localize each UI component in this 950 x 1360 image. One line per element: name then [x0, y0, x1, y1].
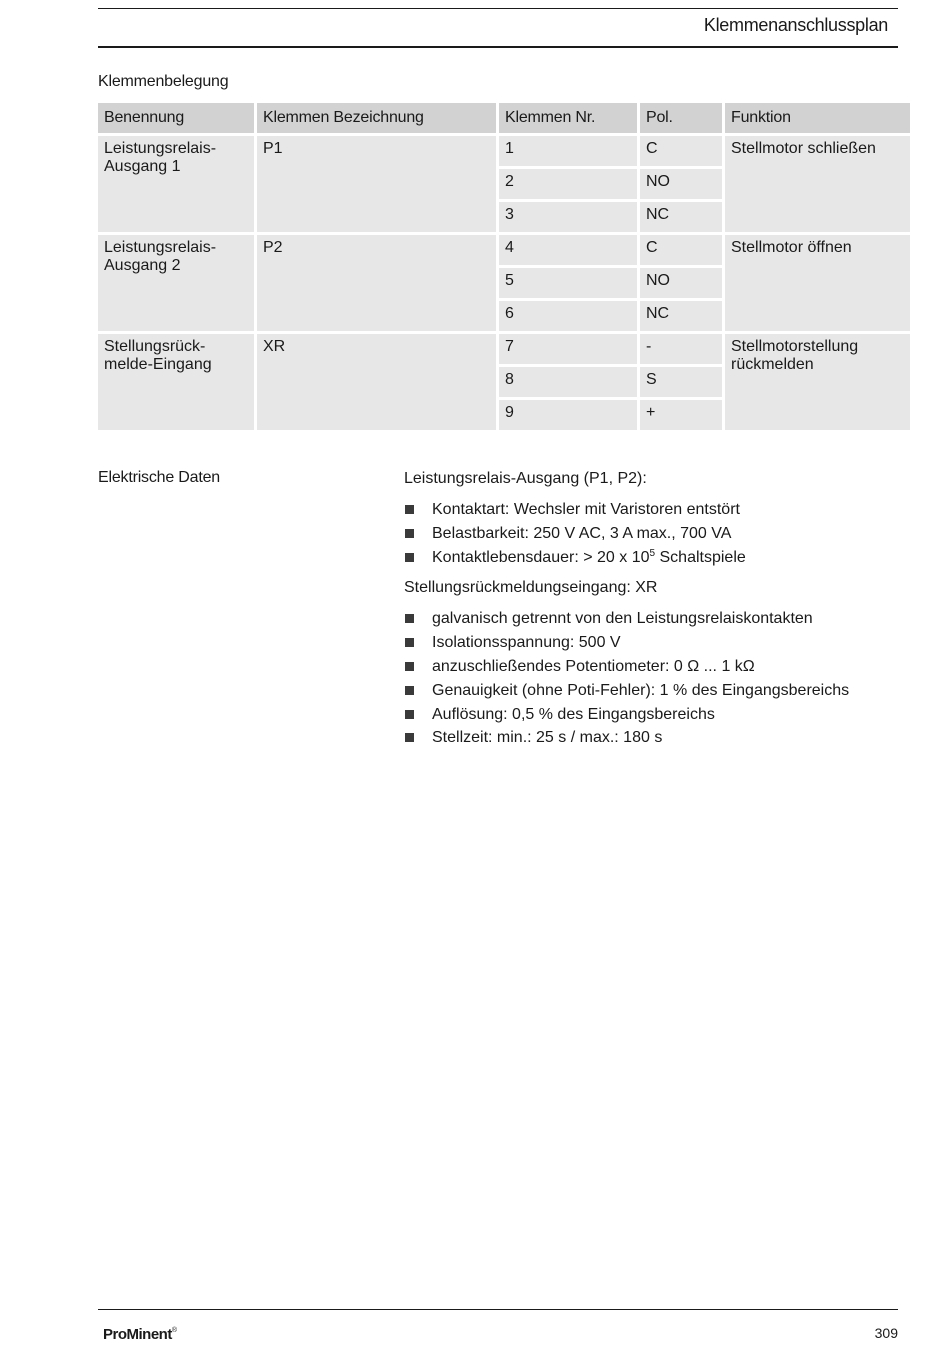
list-item — [404, 727, 904, 751]
cell-pol: NC — [640, 301, 722, 331]
cell-function: Stellmotorstellung rückmelden — [725, 334, 910, 430]
logo-text-pro: Pro — [103, 1326, 127, 1343]
square-bullet-icon — [405, 505, 414, 514]
list-item — [404, 547, 904, 571]
logo-text-minent: Minent — [126, 1326, 172, 1343]
square-bullet-icon — [405, 686, 414, 695]
prominent-logo — [103, 1326, 177, 1343]
cell-designation: P1 — [257, 136, 496, 232]
feedback-input-heading: Stellungsrückmeldungseingang: XR — [404, 579, 658, 597]
cell-pol: NO — [640, 268, 722, 298]
list-item — [404, 680, 904, 704]
relay-output-heading: Leistungsrelais-Ausgang (P1, P2): — [404, 470, 647, 487]
cell-terminal-nr: 1 — [499, 136, 637, 166]
cell-terminal-nr: 5 — [499, 268, 637, 298]
list-item — [404, 704, 904, 728]
cell-function: Stellmotor öffnen — [725, 235, 910, 331]
column-header: Pol. — [640, 103, 722, 133]
cell-pol: NO — [640, 169, 722, 199]
header-rule — [98, 46, 898, 48]
cell-function: Stellmotor schließen — [725, 136, 910, 232]
cell-name: Stellungsrück- melde-Eingang — [98, 334, 254, 430]
cell-terminal-nr: 7 — [499, 334, 637, 364]
column-header: Benennung — [98, 103, 254, 133]
cell-pol: S — [640, 367, 722, 397]
electrical-data-content — [404, 469, 904, 759]
list-item-text: Kontaktart: Wechsler mit Varistoren entstört — [432, 501, 740, 518]
square-bullet-icon — [405, 529, 414, 538]
square-bullet-icon — [405, 662, 414, 671]
list-item-text: Genauigkeit (ohne Poti-Fehler): 1 % des Eingangsbereichs — [432, 681, 850, 699]
cell-pol: C — [640, 136, 722, 166]
table-row — [98, 334, 910, 364]
column-header: Klemmen Bezeichnung — [257, 103, 496, 133]
square-bullet-icon — [405, 614, 414, 623]
list-item-text: Stellzeit: min.: 25 s / max.: 180 s — [432, 729, 663, 747]
terminal-section-title: Klemmenbelegung — [98, 73, 229, 90]
square-bullet-icon — [405, 553, 414, 562]
square-bullet-icon — [405, 733, 414, 742]
cell-pol: - — [640, 334, 722, 364]
cell-terminal-nr: 9 — [499, 400, 637, 430]
square-bullet-icon — [405, 638, 414, 647]
list-item — [404, 656, 904, 680]
lifetime-exponent: 5 — [649, 547, 656, 559]
table-row — [98, 235, 910, 265]
list-item-text: Auflösung: 0,5 % des Eingangsbereichs — [432, 705, 715, 723]
cell-designation: XR — [257, 334, 496, 430]
list-item-text: Belastbarkeit: 250 V AC, 3 A max., 700 VA — [432, 524, 732, 542]
relay-output-list — [404, 499, 904, 570]
list-item — [404, 632, 904, 656]
cell-terminal-nr: 4 — [499, 235, 637, 265]
list-item-text: galvanisch getrennt von den Leistungsrelaiskontakten — [432, 610, 813, 628]
cell-terminal-nr: 6 — [499, 301, 637, 331]
page-header-title: Klemmenanschlussplan — [703, 15, 888, 35]
column-header: Klemmen Nr. — [499, 103, 637, 133]
cell-designation: P2 — [257, 235, 496, 331]
list-item — [404, 523, 904, 547]
cell-pol: C — [640, 235, 722, 265]
cell-terminal-nr: 2 — [499, 169, 637, 199]
cell-terminal-nr: 3 — [499, 202, 637, 232]
list-item-text: anzuschließendes Potentiometer: 0 Ω ... 1 kΩ — [432, 657, 755, 675]
list-item — [404, 608, 904, 632]
cell-name: Leistungsrelais- Ausgang 2 — [98, 235, 254, 331]
lifetime-text: Kontaktlebensdauer: > 20 x 10 — [432, 548, 650, 566]
page-number: 309 — [874, 1325, 898, 1341]
lifetime-unit: Schaltspiele — [655, 548, 746, 566]
list-item-text: Isolationsspannung: 500 V — [432, 634, 621, 652]
terminal-table — [95, 100, 913, 433]
cell-pol: + — [640, 400, 722, 430]
terminal-table-body — [98, 136, 910, 430]
column-header: Funktion — [725, 103, 910, 133]
table-row — [98, 136, 910, 166]
electrical-section-title: Elektrische Daten — [98, 469, 220, 486]
top-rule — [98, 8, 898, 9]
cell-pol: NC — [640, 202, 722, 232]
list-item — [404, 499, 904, 523]
cell-terminal-nr: 8 — [499, 367, 637, 397]
cell-name: Leistungsrelais- Ausgang 1 — [98, 136, 254, 232]
square-bullet-icon — [405, 710, 414, 719]
feedback-input-list — [404, 608, 904, 751]
registered-mark: ® — [171, 1327, 177, 1334]
footer-rule — [98, 1309, 898, 1310]
table-header-row — [98, 103, 910, 133]
